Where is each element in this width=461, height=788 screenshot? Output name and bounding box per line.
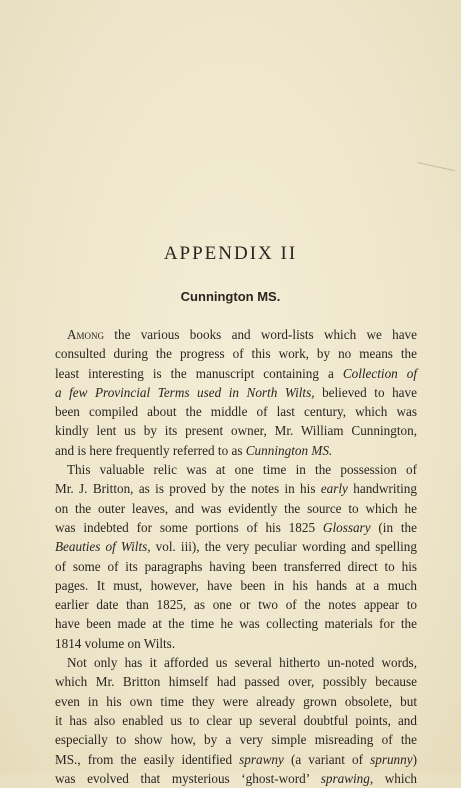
- text-run: which Mr. Britton himself had passed over, possibly because: [55, 674, 417, 690]
- text-line: [55, 576, 417, 595]
- text-run: have been made at the time he was collecting materials for the: [55, 616, 417, 632]
- text-run: kindly lent us by its present owner, Mr. William Cunnington,: [55, 423, 417, 439]
- text-run: consulted during the progress of this work, by no means the: [55, 346, 417, 362]
- text-run: especially to show how, by a very simple misreading of the: [55, 732, 417, 748]
- body-text: [55, 325, 417, 788]
- text-run: Mr. J. Britton, as is proved by the notes in his: [55, 481, 321, 497]
- text-line: [55, 769, 417, 788]
- text-run: Collection of: [342, 365, 418, 381]
- text-run: Beauties of Wilts,: [55, 539, 151, 555]
- text-line: [55, 402, 417, 421]
- text-run: (a variant of: [283, 751, 371, 767]
- text-run: This valuable relic was at one time in the possession of: [67, 462, 417, 478]
- text-run: Not only has it afforded us several hitherto un-noted words,: [67, 655, 417, 671]
- text-run: of some of its paragraphs having been transferred direct to his: [55, 558, 417, 574]
- text-run: 1814 volume on Wilts.: [55, 635, 176, 651]
- text-run: Cunnington MS.: [245, 442, 333, 458]
- text-run: vol. iii), the very peculiar wording and spelling: [150, 539, 417, 555]
- text-line: [55, 653, 417, 672]
- text-run: sprunny: [370, 751, 413, 767]
- text-line: [55, 479, 417, 498]
- text-line: [55, 692, 417, 711]
- appendix-heading: APPENDIX II: [163, 243, 298, 264]
- text-line: [55, 499, 417, 518]
- text-line: [55, 325, 417, 344]
- text-line: [55, 595, 417, 614]
- text-line: [55, 672, 417, 691]
- text-run: the various books and word-lists which we have: [104, 327, 417, 342]
- text-run: even in his own time they were already grown obsolete, but: [55, 693, 417, 709]
- text-run: least interesting is the manuscript containing a: [55, 365, 343, 381]
- text-line: [55, 634, 417, 653]
- text-run: earlier date than 1825, as one or two of the notes appear to: [55, 597, 417, 613]
- text-line: [55, 711, 417, 730]
- text-line: [55, 537, 417, 556]
- text-line: [55, 750, 417, 769]
- text-run: sprawing,: [320, 770, 374, 786]
- text-run: early: [320, 481, 348, 497]
- text-run: and is here frequently referred to as: [55, 442, 246, 458]
- text-line: [55, 383, 417, 402]
- text-line: [55, 421, 417, 440]
- text-line: [55, 614, 417, 633]
- text-run: sprawny: [239, 751, 284, 767]
- text-run: MS., from the easily identified: [55, 751, 240, 767]
- text-line: [55, 518, 417, 537]
- text-run: on the outer leaves, and was evidently the source to which he: [55, 500, 417, 516]
- text-run: ): [412, 751, 417, 767]
- text-run: was evolved that mysterious ‘ghost-word’: [55, 770, 321, 786]
- text-run: pages. It must, however, have been in his hands at a much: [55, 577, 417, 593]
- text-run: Among: [67, 327, 105, 342]
- text-line: [55, 730, 417, 749]
- text-line: [55, 344, 417, 363]
- text-line: [55, 441, 417, 460]
- text-line: [55, 557, 417, 576]
- text-line: [55, 364, 417, 383]
- text-run: (in the: [370, 519, 418, 535]
- text-run: it has also enabled us to clear up several doubtful points, and: [55, 712, 417, 728]
- text-run: handwriting: [347, 481, 417, 497]
- page-edge-mark: [415, 162, 454, 181]
- text-run: believed to have: [314, 384, 417, 400]
- text-run: was indebted for some portions of his 1825: [55, 519, 323, 535]
- text-run: a few Provincial Terms used in North Wilts,: [55, 384, 315, 400]
- text-run: which: [373, 770, 417, 786]
- text-run: been compiled about the middle of last century, which was: [55, 404, 417, 420]
- text-line: [55, 460, 417, 479]
- section-subheading: Cunnington MS.: [180, 289, 281, 304]
- text-run: Glossary: [322, 519, 371, 535]
